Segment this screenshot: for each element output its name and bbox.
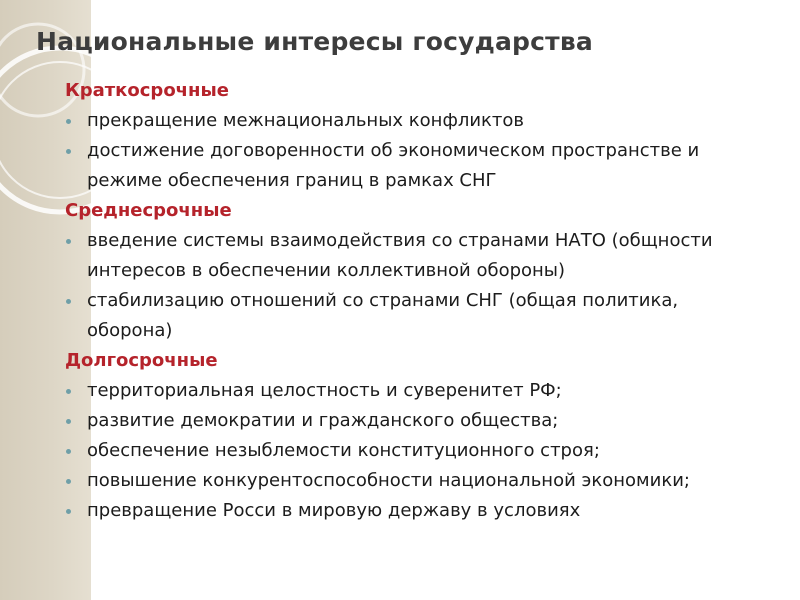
list-item bbox=[65, 406, 755, 436]
slide-title: Национальные интересы государства bbox=[36, 27, 593, 56]
list-item bbox=[65, 466, 755, 496]
bullet-icon bbox=[66, 299, 71, 304]
list-item bbox=[65, 286, 755, 346]
list-item-text: стабилизацию отношений со странами СНГ (общая политика, оборона) bbox=[87, 290, 679, 341]
bullet-icon bbox=[66, 509, 71, 514]
list-item-text: введение системы взаимодействия со странами НАТО (общности интересов в обеспечении коллективной обороны) bbox=[87, 230, 713, 281]
group-heading-mid-term: Среднесрочные bbox=[65, 200, 232, 221]
list-item-text: обеспечение незыблемости конституционного строя; bbox=[87, 440, 600, 461]
list-item bbox=[65, 226, 755, 286]
bullet-icon bbox=[66, 149, 71, 154]
slide-content bbox=[65, 76, 755, 526]
list-item-text: развитие демократии и гражданского общества; bbox=[87, 410, 559, 431]
bullet-icon bbox=[66, 449, 71, 454]
group-heading-short-term: Краткосрочные bbox=[65, 80, 229, 101]
list-item-text: достижение договоренности об экономическом пространстве и режиме обеспечения границ в рамках СНГ bbox=[87, 140, 700, 191]
list-item-text: превращение Росси в мировую державу в условиях bbox=[87, 500, 581, 521]
list-item-text: повышение конкурентоспособности национальной экономики; bbox=[87, 470, 690, 491]
bullet-icon bbox=[66, 239, 71, 244]
list-item-text: территориальная целостность и суверенитет РФ; bbox=[87, 380, 562, 401]
list-item bbox=[65, 106, 755, 136]
list-item bbox=[65, 436, 755, 466]
bullet-icon bbox=[66, 389, 71, 394]
group-heading-long-term: Долгосрочные bbox=[65, 350, 218, 371]
bullet-icon bbox=[66, 119, 71, 124]
list-item bbox=[65, 136, 755, 196]
bullet-icon bbox=[66, 419, 71, 424]
bullet-icon bbox=[66, 479, 71, 484]
list-item-text: прекращение межнациональных конфликтов bbox=[87, 110, 525, 131]
list-item bbox=[65, 496, 755, 526]
list-item bbox=[65, 376, 755, 406]
